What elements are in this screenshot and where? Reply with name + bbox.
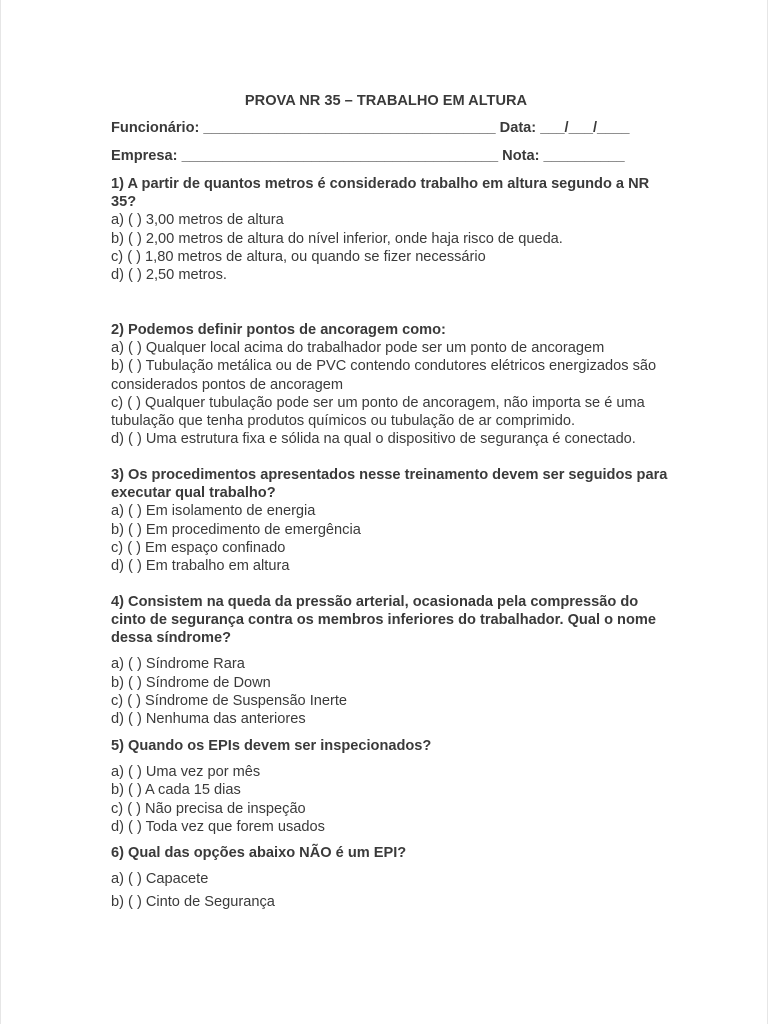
question-4-text: 4) Consistem na queda da pressão arterial, ocasionada pela compressão do cinto de segurança contra os membros inferiores do trabalhador. Qual o nome dessa síndrome? (111, 593, 656, 647)
question-5-option-a: a) ( ) Uma vez por mês (111, 763, 261, 780)
question-4-option-d: d) ( ) Nenhuma das anteriores (111, 711, 306, 728)
question-2 (111, 321, 671, 449)
question-3 (111, 466, 671, 576)
company-grade-field-line: Empresa: _______________________________________ Nota: __________ (111, 147, 625, 164)
employee-date-field-line: Funcionário: ____________________________________ Data: ___/___/____ (111, 120, 630, 137)
question-3-text: 3) Os procedimentos apresentados nesse treinamento devem ser seguidos para executar qual trabalho? (111, 466, 668, 502)
question-2-option-c: c) ( ) Qualquer tubulação pode ser um ponto de ancoragem, não importa se é uma tubulação que tenha produtos químicos ou tubulação de ar comprimido. (111, 394, 645, 430)
question-1-option-c: c) ( ) 1,80 metros de altura, ou quando se fizer necessário (111, 249, 486, 266)
document-title: PROVA NR 35 – TRABALHO EM ALTURA (244, 93, 528, 109)
question-5-text: 5) Quando os EPIs devem ser inspecionados? (111, 737, 432, 754)
question-3-option-b: b) ( ) Em procedimento de emergência (111, 521, 361, 538)
question-5-option-c: c) ( ) Não precisa de inspeção (111, 800, 306, 817)
question-6-option-b: b) ( ) Cinto de Segurança (111, 893, 275, 910)
question-4-option-b: b) ( ) Síndrome de Down (111, 674, 271, 691)
question-3-option-d: d) ( ) Em trabalho em altura (111, 558, 290, 575)
question-6-text: 6) Qual das opções abaixo NÃO é um EPI? (111, 845, 407, 862)
question-3-option-c: c) ( ) Em espaço confinado (111, 539, 286, 556)
question-1 (111, 175, 671, 285)
question-1-option-a: a) ( ) 3,00 metros de altura (111, 212, 284, 229)
question-2-option-b: b) ( ) Tubulação metálica ou de PVC contendo condutores elétricos energizados são considerados pontos de ancoragem (111, 358, 657, 393)
question-4-option-c: c) ( ) Síndrome de Suspensão Inerte (111, 693, 348, 710)
question-5 (111, 737, 671, 836)
question-2-option-d: d) ( ) Uma estrutura fixa e sólida na qual o dispositivo de segurança é conectado. (111, 431, 636, 448)
question-1-option-b: b) ( ) 2,00 metros de altura do nível inferior, onde haja risco de queda. (111, 230, 563, 247)
question-6-option-a: a) ( ) Capacete (111, 871, 209, 888)
question-1-option-d: d) ( ) 2,50 metros. (111, 267, 227, 284)
question-2-text: 2) Podemos definir pontos de ancoragem como: (111, 321, 446, 338)
question-1-text: 1) A partir de quantos metros é considerado trabalho em altura segundo a NR 35? (111, 175, 650, 211)
question-3-option-a: a) ( ) Em isolamento de energia (111, 503, 316, 520)
document-content (111, 92, 671, 911)
question-6 (111, 844, 671, 911)
question-4-option-a: a) ( ) Síndrome Rara (111, 656, 245, 673)
question-4 (111, 593, 671, 729)
question-2-option-a: a) ( ) Qualquer local acima do trabalhador pode ser um ponto de ancoragem (111, 339, 605, 356)
question-5-option-b: b) ( ) A cada 15 dias (111, 782, 241, 799)
question-5-option-d: d) ( ) Toda vez que forem usados (111, 818, 325, 835)
